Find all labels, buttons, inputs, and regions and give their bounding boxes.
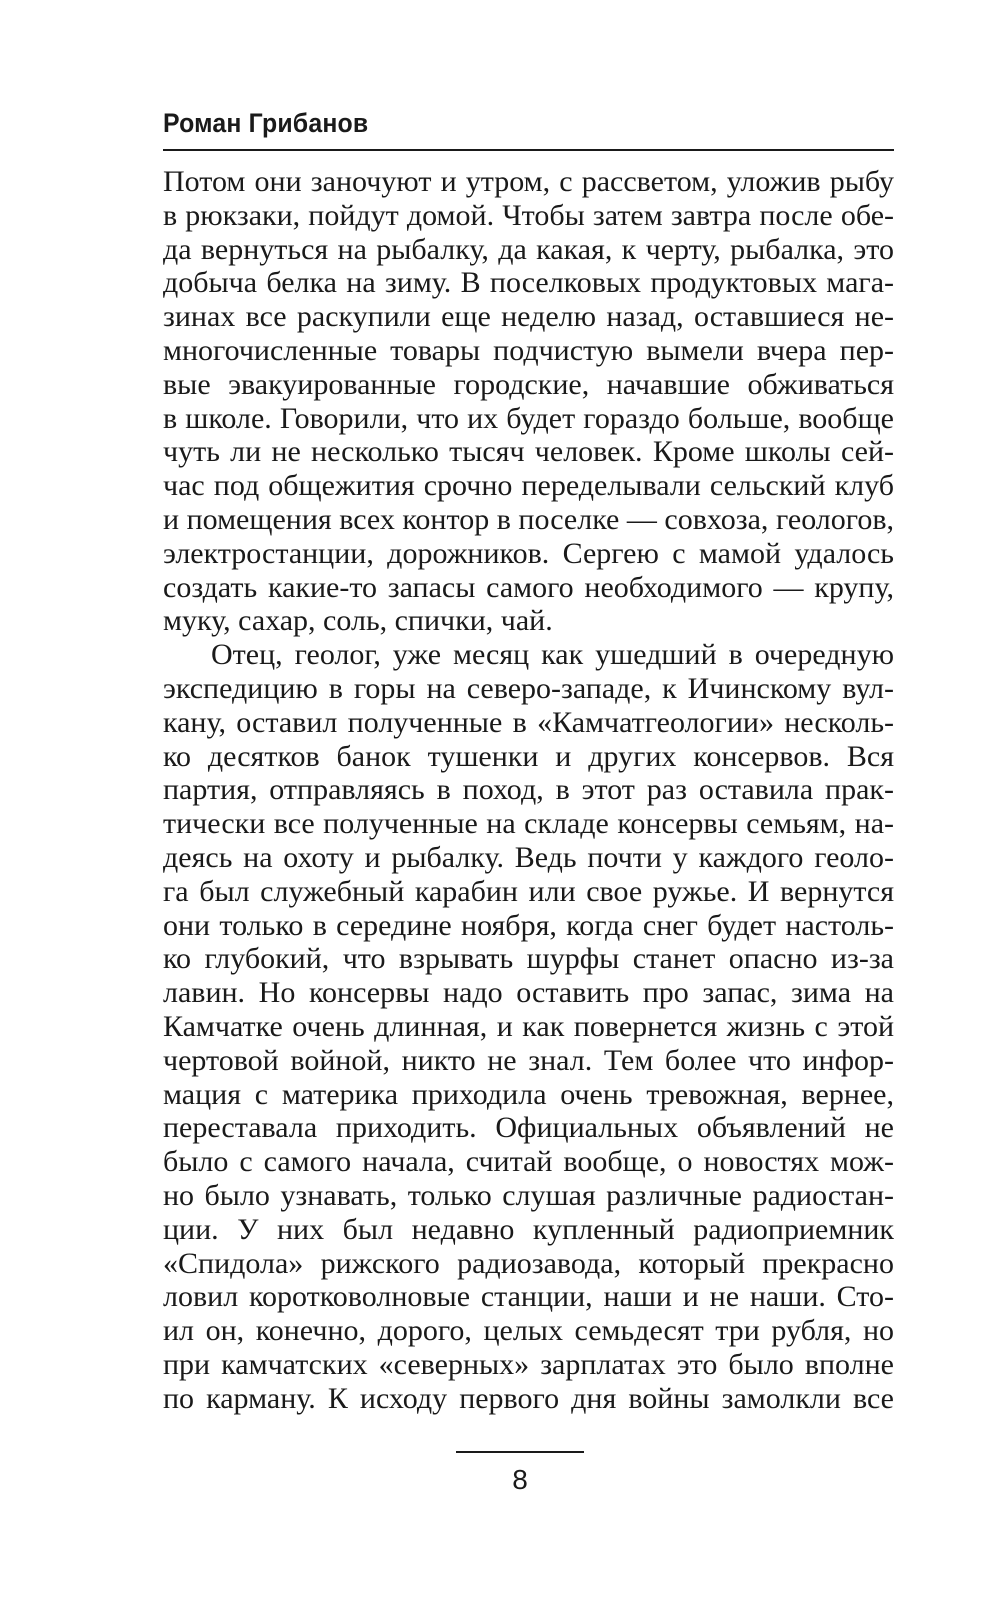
text-line: они только в середине ноября, когда снег будет настоль-	[163, 908, 894, 942]
text-line-paragraph-end: муку, сахар, соль, спички, чай.	[163, 604, 553, 638]
text-line: партия, отправляясь в поход, в этот раз оставила прак-	[163, 773, 894, 807]
text-line: чертовой войной, никто не знал. Тем более что инфор-	[163, 1043, 894, 1077]
text-line: ции. У них был недавно купленный радиоприемник	[163, 1212, 894, 1246]
text-line: ко десятков банок тушенки и других консервов. Вся	[163, 739, 894, 773]
text-line: лавин. Но консервы надо оставить про запас, зима на	[163, 976, 894, 1010]
text-line: «Спидола» рижского радиозавода, который прекрасно	[163, 1246, 894, 1280]
text-line: электростанции, дорожников. Сергею с мамой удалось	[163, 536, 894, 570]
text-line: и помещения всех контор в поселке — совхоза, геологов,	[163, 502, 894, 536]
text-line: деясь на охоту и рыбалку. Ведь почти у каждого геоло-	[163, 840, 894, 874]
text-line: ко глубокий, что взрывать шурфы станет опасно из-за	[163, 942, 894, 976]
body-text	[163, 165, 894, 1415]
text-line: в школе. Говорили, что их будет гораздо больше, вообще	[163, 401, 894, 435]
page-number: 8	[512, 1464, 528, 1495]
text-line: да вернуться на рыбалку, да какая, к черту, рыбалка, это	[163, 232, 894, 266]
text-line: Потом они заночуют и утром, с рассветом, уложив рыбу	[163, 165, 894, 198]
text-line: экспедицию в горы на северо-западе, к Ичинскому вул-	[163, 671, 894, 705]
text-line: многочисленные товары подчистую вымели вчера пер-	[163, 333, 894, 367]
running-head-author: Роман Грибанов	[163, 108, 369, 138]
text-line: мация с материка приходила очень тревожная, вернее,	[163, 1077, 894, 1111]
text-line: Камчатке очень длинная, и как повернется жизнь с этой	[163, 1009, 894, 1043]
text-line-paragraph-start: Отец, геолог, уже месяц как ушедший в очередную	[211, 638, 894, 672]
header-rule	[163, 149, 894, 151]
text-line: при камчатских «северных» зарплатах это было вполне	[163, 1347, 894, 1381]
text-line: чуть ли не несколько тысяч человек. Кроме школы сей-	[163, 435, 894, 469]
text-line: переставала приходить. Официальных объявлений не	[163, 1111, 894, 1145]
text-line: было с самого начала, считай вообще, о новостях мож-	[163, 1145, 894, 1179]
text-line: создать какие-то запасы самого необходимого — крупу,	[163, 570, 894, 604]
text-line: час под общежития срочно переделывали сельский клуб	[163, 469, 894, 503]
text-line: зинах все раскупили еще неделю назад, оставшиеся не-	[163, 300, 894, 334]
text-line: ил он, конечно, дорого, целых семьдесят три рубля, но	[163, 1314, 894, 1348]
text-line: но было узнавать, только слушая различные радиостан-	[163, 1178, 894, 1212]
text-line: ловил коротковолновые станции, наши и не наши. Сто-	[163, 1280, 894, 1314]
folio-rule	[456, 1451, 584, 1453]
text-line: добыча белка на зиму. В поселковых продуктовых мага-	[163, 266, 894, 300]
text-line: вые эвакуированные городские, начавшие обживаться	[163, 367, 894, 401]
text-line: по карману. К исходу первого дня войны замолкли все	[163, 1381, 894, 1415]
text-line: тически все полученные на складе консервы семьям, на-	[163, 807, 894, 841]
text-line: в рюкзаки, пойдут домой. Чтобы затем завтра после обе-	[163, 198, 894, 232]
text-line: га был служебный карабин или свое ружье. И вернутся	[163, 874, 894, 908]
text-line: кану, оставил полученные в «Камчатгеологии» несколь-	[163, 705, 894, 739]
